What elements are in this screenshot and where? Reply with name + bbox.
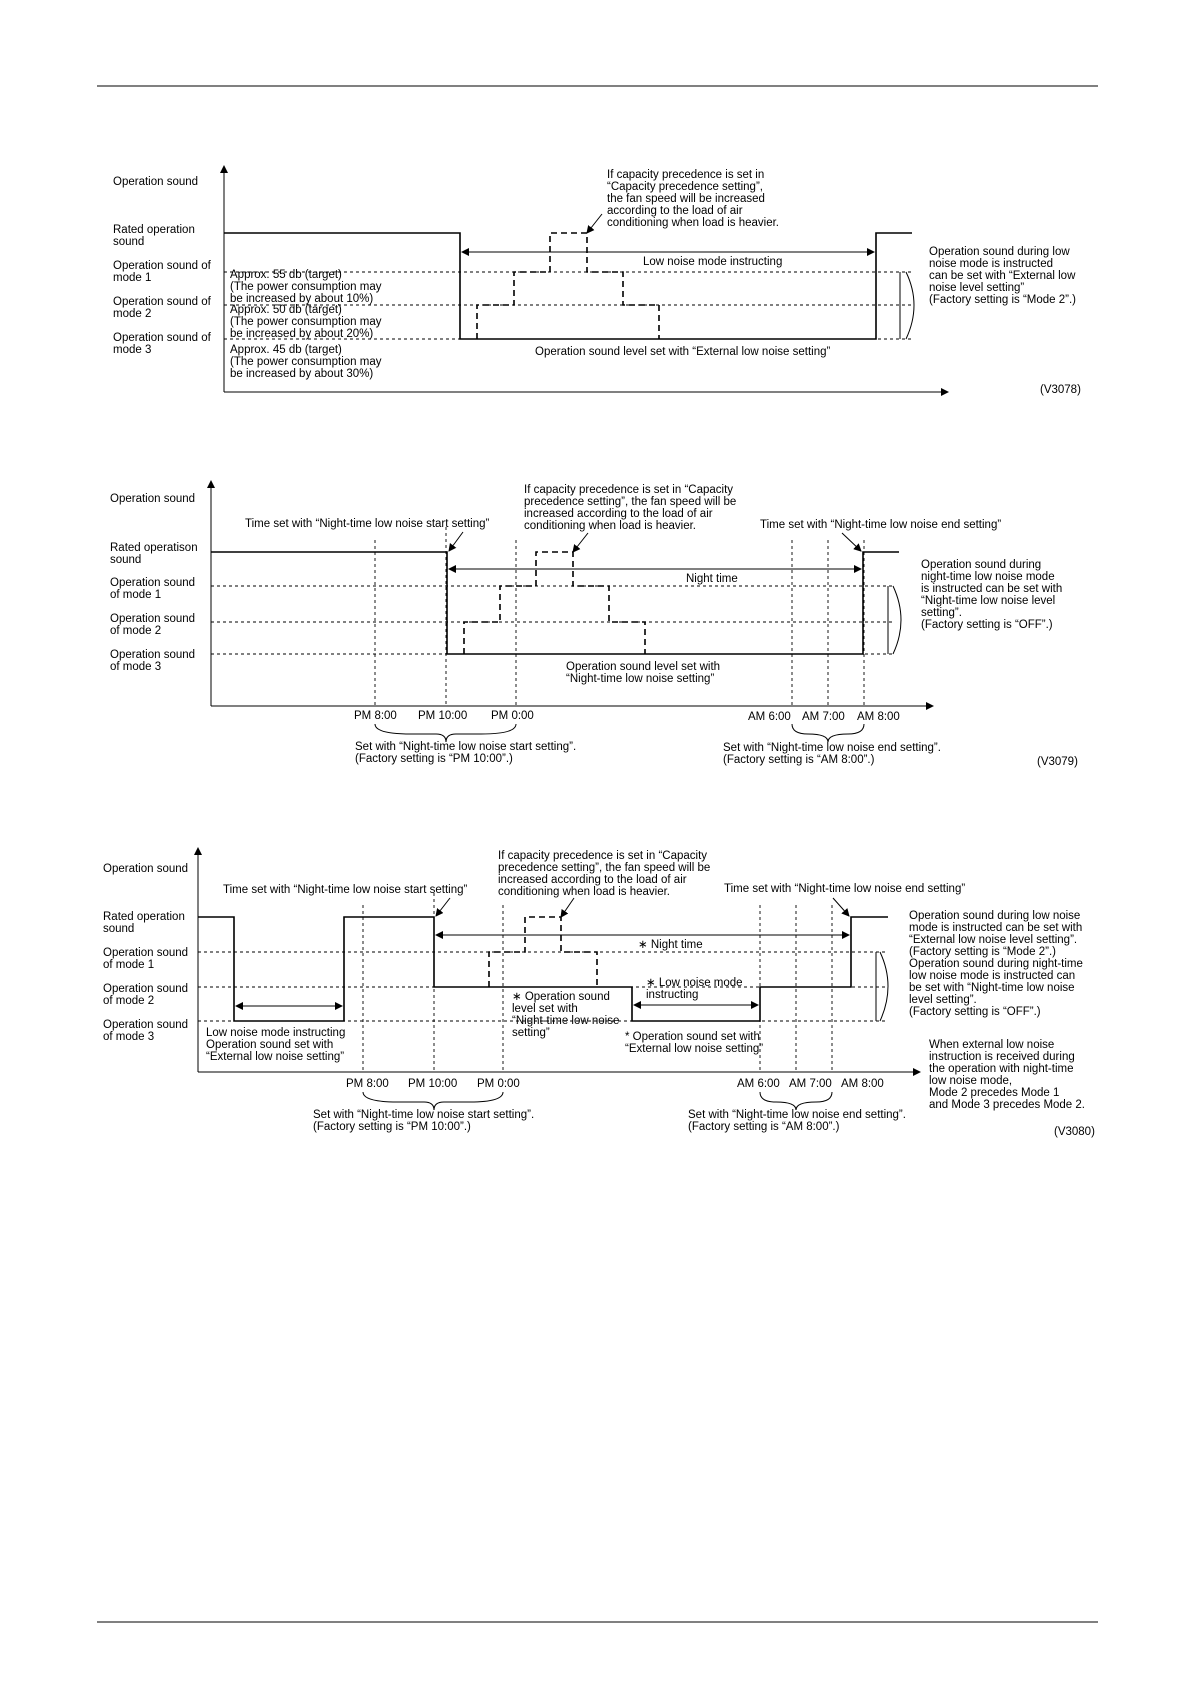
- start-pointer: [449, 532, 463, 551]
- level-label-rated: Rated operation sound: [113, 224, 195, 248]
- capacity-note: If capacity precedence is set in “Capacity precedence setting”, the fan speed will be increased according to the load of air conditioning when load is heavier.: [607, 169, 779, 229]
- y-axis-title: Operation sound: [110, 493, 196, 505]
- low-noise-mode-label: Low noise mode instructing: [643, 256, 783, 268]
- time-label-am-7: AM 7:00: [802, 711, 845, 723]
- level-labels: [110, 542, 198, 673]
- end-range-brace: [792, 724, 864, 742]
- level-label-mode1: Operation sound of mode 1: [103, 947, 189, 971]
- capacity-precedence-trace: [477, 233, 659, 339]
- level-label-mode1: Operation sound of mode 1: [113, 260, 211, 284]
- level-label-mode2: Operation sound of mode 2: [110, 613, 196, 637]
- diagram-code: (V3079): [1037, 756, 1078, 768]
- level-label-mode3: Operation sound of mode 3: [113, 332, 211, 356]
- approx-labels: [230, 269, 382, 380]
- approx-mode1: Approx. 55 db (target) (The power consumption may be increased by about 10%): [230, 269, 382, 305]
- level-label-rated: Rated operatison sound: [110, 542, 198, 566]
- capacity-pointer: [587, 214, 602, 233]
- level-labels: [113, 224, 212, 356]
- time-label-pm-0: PM 0:00: [491, 710, 534, 722]
- time-label-am-8: AM 8:00: [857, 711, 900, 723]
- y-axis-title: Operation sound: [113, 176, 199, 188]
- night-level-label: ∗ Operation sound level set with “Night-time low noise setting”: [512, 991, 620, 1039]
- level-labels: [103, 911, 188, 1043]
- time-label-pm-8: PM 8:00: [346, 1078, 389, 1090]
- time-label-pm-8: PM 8:00: [354, 710, 397, 722]
- night-time-label: ∗ Night time: [638, 939, 703, 951]
- left-low-noise-label: Low noise mode instructing Operation sound set with “External low noise setting”: [206, 1027, 346, 1063]
- start-setting-label: Time set with “Night-time low noise start setting”: [245, 518, 490, 530]
- end-setting-note: Set with “Night-time low noise end setting”. (Factory setting is “AM 8:00”.): [723, 742, 941, 766]
- start-pointer: [436, 898, 450, 916]
- operation-sound-trace: [211, 552, 899, 654]
- side-note: Operation sound during night-time low noise mode is instructed can be set with “Night-time low noise level setting”. (Factory setting is “OFF”.): [921, 559, 1063, 631]
- diagram-code: (V3080): [1054, 1126, 1095, 1138]
- time-label-am-6: AM 6:00: [748, 711, 791, 723]
- start-range-brace: [375, 724, 516, 742]
- level-label-mode3: Operation sound of mode 3: [110, 649, 196, 673]
- start-setting-note: Set with “Night-time low noise start setting”. (Factory setting is “PM 10:00”.): [313, 1109, 535, 1133]
- side-note: Operation sound during low noise mode is instructed can be set with “External low noise level setting” (Factory setting is “Mode 2”.): [929, 246, 1076, 306]
- external-level-label: * Operation sound set with “External low noise setting”: [625, 1031, 764, 1055]
- level-label-mode2: Operation sound of mode 2: [113, 296, 211, 320]
- external-level-label: Operation sound level set with “External low noise setting”: [535, 346, 831, 358]
- level-label-mode2: Operation sound of mode 2: [103, 983, 189, 1007]
- diagram-combined-low-noise: [103, 848, 1095, 1138]
- time-label-pm-10: PM 10:00: [418, 710, 468, 722]
- night-time-label: Night time: [686, 573, 738, 585]
- end-setting-note: Set with “Night-time low noise end setting”. (Factory setting is “AM 8:00”.): [688, 1109, 906, 1133]
- side-note: Operation sound during low noise mode is instructed can be set with “External low noise level setting”. (Factory setting is “Mode 2”.) Operation sound during night-time low noise mode is instructed can be set with “Night-time low noise level setting”. (Factory setting is “OFF”.): [909, 910, 1083, 1018]
- start-setting-note: Set with “Night-time low noise start setting”. (Factory setting is “PM 10:00”.): [355, 741, 577, 765]
- approx-mode2: Approx. 50 db (target) (The power consumption may be increased by about 20%): [230, 304, 382, 340]
- end-pointer: [833, 898, 849, 916]
- diagram-night-time-low-noise: [110, 481, 1078, 768]
- capacity-precedence-trace: [464, 552, 645, 654]
- end-pointer: [842, 533, 861, 551]
- end-range-brace: [760, 1092, 832, 1110]
- start-range-brace: [363, 1092, 503, 1110]
- level-range-brace: [876, 952, 888, 1021]
- time-label-am-6: AM 6:00: [737, 1078, 780, 1090]
- start-setting-label: Time set with “Night-time low noise start setting”: [223, 884, 468, 896]
- level-range-brace: [888, 586, 901, 654]
- capacity-pointer: [561, 898, 574, 917]
- time-label-pm-0: PM 0:00: [477, 1078, 520, 1090]
- y-axis-title: Operation sound: [103, 863, 189, 875]
- time-label-am-8: AM 8:00: [841, 1078, 884, 1090]
- diagram-external-low-noise: [113, 166, 1081, 396]
- low-mode-label: ∗ Low noise mode instructing: [646, 977, 743, 1001]
- level-label-rated: Rated operation sound: [103, 911, 185, 935]
- end-setting-label: Time set with “Night-time low noise end setting”: [760, 519, 1002, 531]
- night-level-label: Operation sound level set with “Night-time low noise setting”: [566, 661, 721, 685]
- capacity-pointer: [573, 533, 588, 552]
- capacity-note: If capacity precedence is set in “Capacity precedence setting”, the fan speed will be increased according to the load of air conditioning when load is heavier.: [498, 850, 711, 898]
- time-label-pm-10: PM 10:00: [408, 1078, 458, 1090]
- level-label-mode1: Operation sound of mode 1: [110, 577, 196, 601]
- capacity-note: If capacity precedence is set in “Capacity precedence setting”, the fan speed will be increased according to the load of air conditioning when load is heavier.: [524, 484, 737, 532]
- level-range-brace: [900, 272, 914, 339]
- diagram-code: (V3078): [1040, 384, 1081, 396]
- end-setting-label: Time set with “Night-time low noise end setting”: [724, 883, 966, 895]
- time-label-am-7: AM 7:00: [789, 1078, 832, 1090]
- approx-mode3: Approx. 45 db (target) (The power consumption may be increased by about 30%): [230, 344, 382, 380]
- level-label-mode3: Operation sound of mode 3: [103, 1019, 189, 1043]
- precedence-note: When external low noise instruction is received during the operation with night-time low noise mode, Mode 2 precedes Mode 1 and Mode 3 precedes Mode 2.: [929, 1039, 1085, 1111]
